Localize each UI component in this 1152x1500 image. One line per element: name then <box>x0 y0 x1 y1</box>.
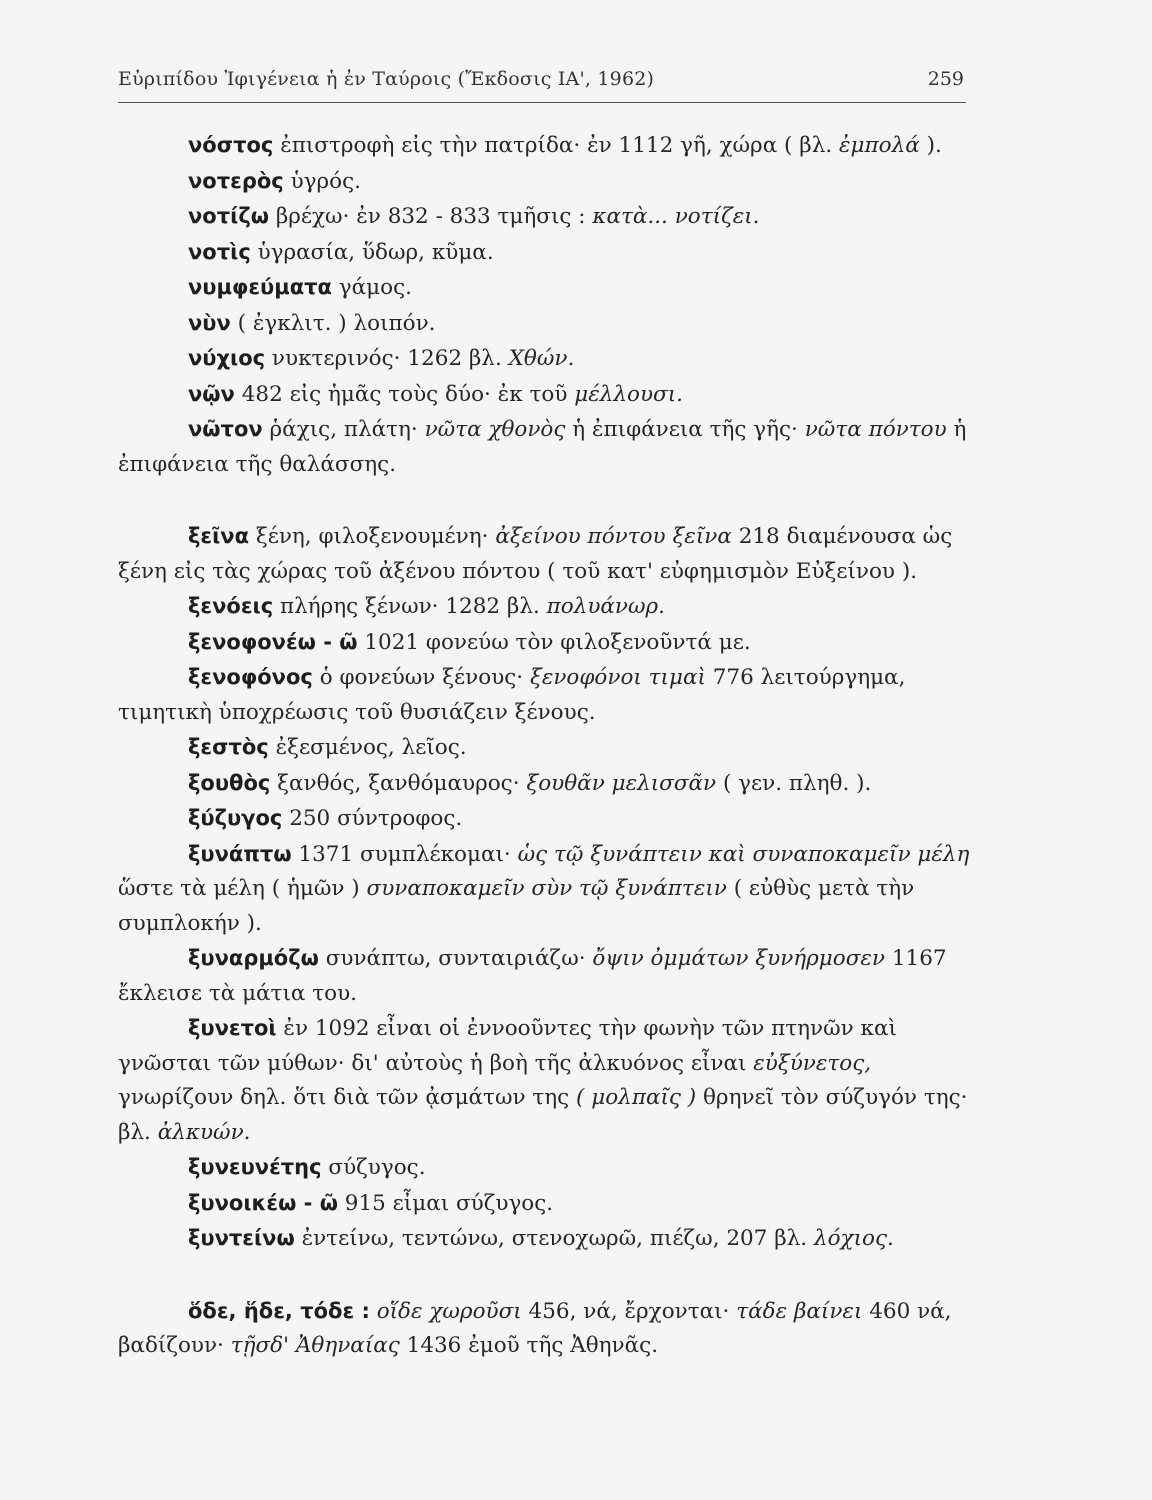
entry-xynoikeo <box>118 1186 978 1222</box>
entry-xenoeis <box>118 589 978 625</box>
headword: ξενόεις <box>188 594 274 618</box>
headword: ὅδε, ἥδε, τόδε : <box>188 1298 370 1323</box>
citation: συναποκαμεῖν σὺν τῷ ξυνάπτειν <box>366 876 727 901</box>
definition: ἐπιστροφὴ εἰς τὴν πατρίδα· ἐν 1112 γῆ, χώρα ( βλ. <box>273 133 839 158</box>
headword: νόστος <box>188 133 274 157</box>
headword: νοτερὸς <box>188 168 284 193</box>
entry-xeina <box>118 519 978 589</box>
citation: Χθών. <box>508 346 575 371</box>
definition: ὁ φονεύων ξένους· <box>312 665 530 690</box>
headword: νυμφεύματα <box>188 275 332 299</box>
headword: νοτὶς <box>188 239 251 264</box>
headword: ξενοφονέω - ῶ <box>188 629 358 654</box>
headword: νύχιος <box>188 346 266 370</box>
definition: 456, νά, ἔρχονται· <box>521 1298 737 1324</box>
page-number: 259 <box>927 68 964 90</box>
citation: νῶτα χθονὸς <box>424 417 566 442</box>
citation: κατὰ... νοτίζει. <box>592 204 760 229</box>
headword: ξυναρμόζω <box>188 946 319 970</box>
definition <box>370 1299 377 1324</box>
definition: ( ἐγκλιτ. ) λοιπόν. <box>230 310 436 336</box>
entry-xyzygos <box>118 801 978 837</box>
definition: σύζυγος. <box>321 1155 426 1180</box>
citation: τάδε βαίνει <box>736 1298 863 1324</box>
definition: ἐντείνω, τεντώνω, στενοχωρῶ, πιέζω, 207 βλ. <box>294 1226 814 1251</box>
section-gap <box>188 482 978 519</box>
citation: ξενοφόνοι τιμαὶ <box>529 665 706 690</box>
entry-xenofoneo <box>118 625 978 661</box>
citation: ὄψιν ὀμμάτων ξυνήρμοσεν <box>592 946 885 971</box>
headword: ξυνοικέω - ῶ <box>188 1190 338 1215</box>
headword: ξύζυγος <box>188 806 283 830</box>
definition: πλήρης ξένων· 1282 βλ. <box>273 594 547 619</box>
citation: ( μολπαῖς ) <box>576 1085 697 1110</box>
entry-nostos <box>118 128 978 164</box>
definition: 776 λειτούργημα, τιμητικὴ ὑποχρέωσις τοῦ θυσιάζειν ξένους. <box>118 665 906 725</box>
definition: ἡ ἐπιφάνεια τῆς γῆς· <box>565 417 805 442</box>
citation: ἐμπολά <box>839 133 920 158</box>
headword: ξυνευνέτης <box>188 1155 322 1179</box>
headword: ξεστὸς <box>188 735 269 759</box>
headword: νῶτον <box>188 417 263 441</box>
definition: ( γεν. πληθ. ). <box>716 770 872 796</box>
entry-non <box>118 377 978 413</box>
definition: συνάπτω, συνταιριάζω· <box>318 946 593 971</box>
running-title: Εὐριπίδου Ἰφιγένεια ἡ ἐν Ταύροις (Ἔκδοσις ΙΑ', 1962) <box>118 68 655 90</box>
headword: νοτίζω <box>188 204 269 228</box>
definition: ( εὐθὺς μετὰ τὴν συμπλοκήν ). <box>118 876 915 936</box>
entry-nymfeumata <box>118 270 978 306</box>
citation: πολυάνωρ. <box>546 594 665 619</box>
headword: νὺν <box>188 310 231 335</box>
entry-nyn <box>118 306 978 342</box>
headword: ξεῖνα <box>188 524 250 548</box>
citation: μέλλουσι. <box>574 381 683 407</box>
headword: ξυνάπτω <box>188 841 292 866</box>
definition: 250 σύντροφος. <box>282 806 463 831</box>
definition: 1371 συμπλέκομαι· <box>291 841 518 867</box>
definition: 1436 ἐμοῦ τῆς Ἀθηνᾶς. <box>399 1333 659 1358</box>
definition: θρηνεῖ τὸν σύζυγόν της· βλ. <box>118 1085 968 1145</box>
definition: 1021 φονεύω τὸν φιλοξενοῦντά με. <box>357 629 751 655</box>
entry-nychios <box>118 341 978 377</box>
citation: εὐξύνετος, <box>753 1050 872 1076</box>
definition: 218 διαμένουσα ὡς ξένη εἰς τὰς χώρας τοῦ ἀξένου πόντου ( τοῦ κατ' εὐφημισμὸν Εὐξείνου ). <box>118 524 953 584</box>
definition: ὑγρασία, ὕδωρ, κῦμα. <box>250 239 494 265</box>
definition: 1167 ἔκλεισε τὰ μάτια του. <box>118 946 947 1006</box>
definition: ὑγρός. <box>283 168 361 194</box>
entry-xenofonos <box>118 660 978 730</box>
definition: ἐξεσμένος, λεῖος. <box>268 735 467 760</box>
entry-xynarmozo <box>118 941 978 1011</box>
citation: ἀλκυών. <box>157 1119 251 1145</box>
headword: ξυνετοὶ <box>188 1016 277 1040</box>
headword: ξουθὸς <box>188 770 271 795</box>
entry-xestos <box>118 730 978 766</box>
definition: γάμος. <box>331 275 412 300</box>
entry-noteros <box>118 164 978 200</box>
glossary-entries <box>118 128 978 1364</box>
section-gap <box>188 1257 978 1294</box>
entry-noton <box>118 412 978 482</box>
citation: ὡς τῷ ξυνάπτειν καὶ συναποκαμεῖν μέλη <box>517 841 970 867</box>
entry-xynetoi <box>118 1011 978 1150</box>
page-header <box>118 62 966 103</box>
entry-xyneunetes <box>118 1150 978 1186</box>
entry-notizo <box>118 199 978 235</box>
definition: νυκτερινός· 1262 βλ. <box>265 346 509 371</box>
citation: τῇσδ' Ἀθηναίας <box>230 1333 400 1358</box>
entry-xynteino <box>118 1221 978 1257</box>
citation: λόχιος. <box>813 1226 894 1251</box>
entry-notis <box>118 235 978 271</box>
citation: ξουθᾶν μελισσᾶν <box>526 770 717 796</box>
definition: 482 εἰς ἡμᾶς τοὺς δύο· ἐκ τοῦ <box>234 381 575 407</box>
definition: 460 νά, βαδίζουν· <box>118 1298 952 1358</box>
entry-xynapto <box>118 837 978 942</box>
definition: γνωρίζουν δηλ. ὅτι διὰ τῶν ᾀσμάτων της <box>118 1085 577 1110</box>
definition: ῥάχις, πλάτη· <box>262 417 425 442</box>
definition: ἐν 1092 εἶναι οἱ ἐννοοῦντες τὴν φωνὴν τῶν πτηνῶν καὶ γνῶσται τῶν μύθων· δι' αὐτοὺς ἡ βοὴ τῆς ἀλκυόνος εἶναι <box>118 1016 897 1076</box>
definition: 915 εἶμαι σύζυγος. <box>337 1190 554 1216</box>
entry-hode <box>118 1294 978 1364</box>
definition: βρέχω· ἐν 832 - 833 τμῆσις : <box>268 204 593 229</box>
entry-xouthos <box>118 766 978 802</box>
definition: ξανθός, ξανθόμαυρος· <box>270 770 527 796</box>
citation: ἀξείνου πόντου ξεῖνα <box>495 524 732 549</box>
definition: ὥστε τὰ μέλη ( ἡμῶν ) <box>118 876 367 901</box>
definition: ἡ ἐπιφάνεια τῆς θαλάσσης. <box>118 417 967 477</box>
definition: ξένη, φιλοξενουμένη· <box>249 524 496 549</box>
headword: ξενοφόνος <box>188 665 313 689</box>
definition: ). <box>919 133 942 158</box>
headword: νῷν <box>188 381 235 406</box>
headword: ξυντείνω <box>188 1226 295 1250</box>
citation: οἵδε χωροῦσι <box>376 1298 522 1324</box>
citation: νῶτα πόντου <box>804 417 947 442</box>
